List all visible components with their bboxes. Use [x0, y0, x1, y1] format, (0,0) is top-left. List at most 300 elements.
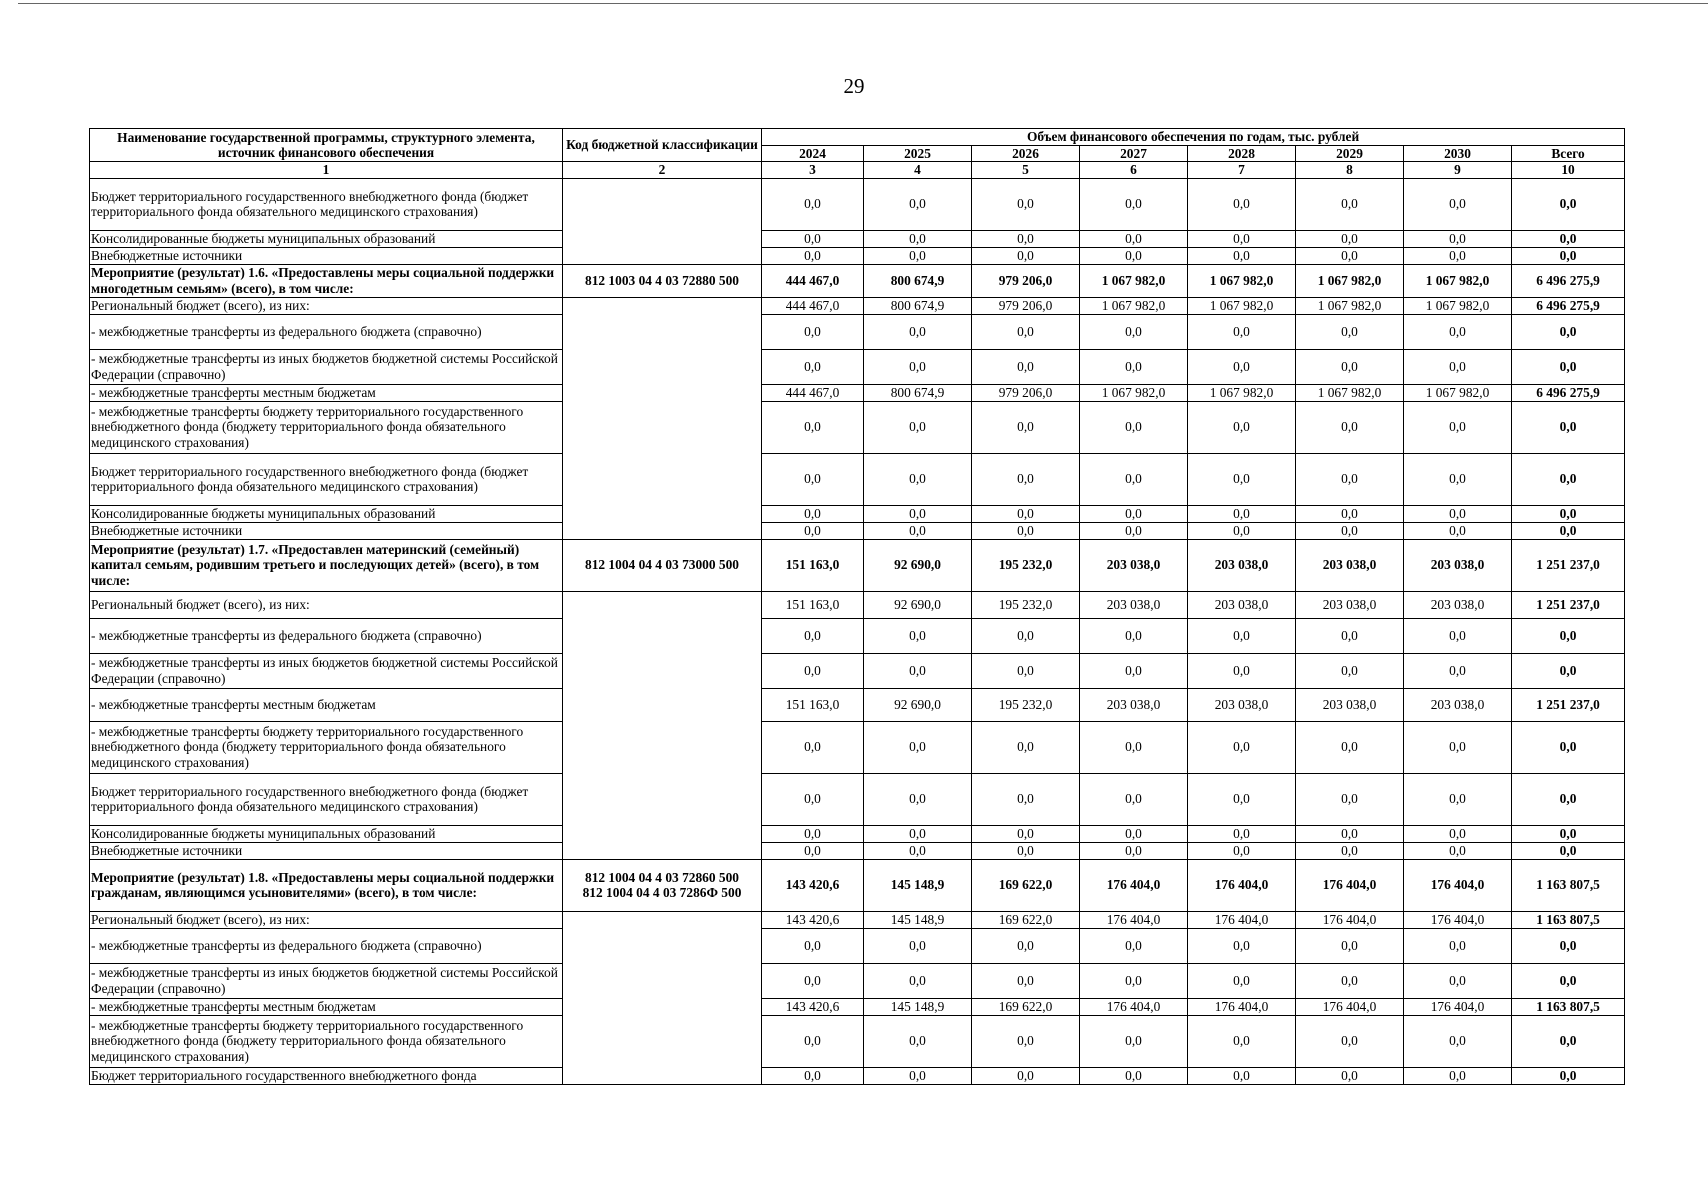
header-year: 2027	[1080, 145, 1188, 162]
row-value: 0,0	[1080, 653, 1188, 688]
row-value: 203 038,0	[1404, 539, 1512, 591]
row-value: 176 404,0	[1404, 911, 1512, 928]
row-name: - межбюджетные трансферты из федерального бюджета (справочно)	[90, 928, 563, 963]
table-row	[90, 349, 1625, 384]
row-value: 0,0	[1188, 505, 1296, 522]
row-value: 0,0	[1188, 963, 1296, 998]
row-value: 0,0	[864, 1067, 972, 1084]
row-name: Мероприятие (результат) 1.7. «Предоставлен материнский (семейный) капитал семьям, родившим третьего и последующих детей» (всего), в том числе:	[90, 539, 563, 591]
row-total: 0,0	[1512, 963, 1625, 998]
row-total: 0,0	[1512, 825, 1625, 842]
row-value: 0,0	[762, 453, 864, 505]
row-total: 0,0	[1512, 618, 1625, 653]
row-total: 0,0	[1512, 1067, 1625, 1084]
row-value: 0,0	[1296, 505, 1404, 522]
row-value: 0,0	[1080, 842, 1188, 859]
row-value: 203 038,0	[1080, 688, 1188, 721]
row-value: 203 038,0	[1296, 688, 1404, 721]
row-value: 0,0	[762, 1067, 864, 1084]
row-value: 0,0	[1188, 401, 1296, 453]
row-value: 203 038,0	[1404, 688, 1512, 721]
row-name: Внебюджетные источники	[90, 247, 563, 264]
row-name: Бюджет территориального государственного внебюджетного фонда (бюджет территориального фонда обязательного медицинского страхования)	[90, 773, 563, 825]
row-total: 1 163 807,5	[1512, 911, 1625, 928]
row-value: 444 467,0	[762, 384, 864, 401]
row-value: 0,0	[972, 178, 1080, 230]
row-value: 0,0	[972, 314, 1080, 349]
row-value: 1 067 982,0	[1188, 264, 1296, 297]
table-row	[90, 247, 1625, 264]
row-name: - межбюджетные трансферты из федерального бюджета (справочно)	[90, 618, 563, 653]
row-value: 0,0	[972, 653, 1080, 688]
row-value: 0,0	[972, 721, 1080, 773]
row-value: 203 038,0	[1080, 591, 1188, 618]
table-row	[90, 963, 1625, 998]
row-value: 0,0	[972, 1067, 1080, 1084]
row-name: - межбюджетные трансферты бюджету территориального государственного внебюджетного фонда (бюджету территориального фонда обязательного медицинского страхования)	[90, 401, 563, 453]
row-value: 800 674,9	[864, 264, 972, 297]
col-number: 2	[563, 162, 762, 179]
row-value: 0,0	[864, 505, 972, 522]
row-value: 0,0	[762, 928, 864, 963]
row-value: 0,0	[762, 773, 864, 825]
row-total: 0,0	[1512, 928, 1625, 963]
row-value: 0,0	[1296, 247, 1404, 264]
row-value: 0,0	[1080, 1015, 1188, 1067]
row-value: 151 163,0	[762, 688, 864, 721]
row-value: 0,0	[1188, 773, 1296, 825]
row-value: 0,0	[1080, 928, 1188, 963]
row-value: 0,0	[1080, 453, 1188, 505]
row-value: 176 404,0	[1080, 859, 1188, 911]
col-number: 6	[1080, 162, 1188, 179]
row-value: 0,0	[972, 1015, 1080, 1067]
row-total: 1 163 807,5	[1512, 998, 1625, 1015]
row-value: 0,0	[864, 928, 972, 963]
row-name: Консолидированные бюджеты муниципальных образований	[90, 230, 563, 247]
row-value: 1 067 982,0	[1080, 297, 1188, 314]
row-value: 176 404,0	[1080, 911, 1188, 928]
row-name: Бюджет территориального государственного внебюджетного фонда (бюджет территориального фонда обязательного медицинского страхования)	[90, 453, 563, 505]
row-value: 0,0	[972, 842, 1080, 859]
row-value: 0,0	[762, 178, 864, 230]
col-number: 9	[1404, 162, 1512, 179]
row-value: 176 404,0	[1296, 998, 1404, 1015]
row-value: 195 232,0	[972, 539, 1080, 591]
row-value: 176 404,0	[1296, 859, 1404, 911]
row-value: 0,0	[1404, 230, 1512, 247]
row-total: 0,0	[1512, 721, 1625, 773]
row-value: 143 420,6	[762, 998, 864, 1015]
row-value: 0,0	[762, 314, 864, 349]
row-value: 0,0	[1296, 963, 1404, 998]
row-name: Региональный бюджет (всего), из них:	[90, 591, 563, 618]
row-value: 0,0	[1188, 314, 1296, 349]
row-value: 0,0	[972, 247, 1080, 264]
row-value: 0,0	[1188, 928, 1296, 963]
row-value: 0,0	[1296, 401, 1404, 453]
table-row	[90, 653, 1625, 688]
row-value: 0,0	[762, 721, 864, 773]
row-total: 0,0	[1512, 349, 1625, 384]
col-number: 8	[1296, 162, 1404, 179]
row-value: 92 690,0	[864, 539, 972, 591]
row-name: Консолидированные бюджеты муниципальных образований	[90, 505, 563, 522]
row-value: 0,0	[1188, 825, 1296, 842]
row-value: 444 467,0	[762, 297, 864, 314]
row-name: - межбюджетные трансферты бюджету территориального государственного внебюджетного фонда (бюджету территориального фонда обязательного медицинского страхования)	[90, 721, 563, 773]
table-row	[90, 264, 1625, 297]
header-year: 2029	[1296, 145, 1404, 162]
table-row	[90, 721, 1625, 773]
row-value: 1 067 982,0	[1404, 264, 1512, 297]
row-value: 176 404,0	[1188, 998, 1296, 1015]
row-value: 0,0	[1404, 963, 1512, 998]
row-value: 0,0	[864, 247, 972, 264]
row-value: 0,0	[1404, 314, 1512, 349]
row-value: 0,0	[1296, 314, 1404, 349]
row-value: 203 038,0	[1296, 539, 1404, 591]
row-value: 0,0	[762, 247, 864, 264]
row-value: 0,0	[1404, 1015, 1512, 1067]
row-name: Мероприятие (результат) 1.8. «Предоставлены меры социальной поддержки гражданам, являющимся усыновителями» (всего), в том числе:	[90, 859, 563, 911]
row-value: 1 067 982,0	[1404, 384, 1512, 401]
row-value: 203 038,0	[1188, 591, 1296, 618]
table-row	[90, 384, 1625, 401]
row-code	[563, 591, 762, 859]
row-value: 0,0	[1404, 825, 1512, 842]
row-value: 0,0	[1404, 178, 1512, 230]
row-value: 0,0	[1080, 963, 1188, 998]
row-value: 1 067 982,0	[1188, 384, 1296, 401]
row-name: Региональный бюджет (всего), из них:	[90, 911, 563, 928]
row-total: 0,0	[1512, 653, 1625, 688]
row-value: 143 420,6	[762, 859, 864, 911]
row-value: 0,0	[1404, 349, 1512, 384]
table-row	[90, 401, 1625, 453]
row-code: 812 1003 04 4 03 72880 500	[563, 264, 762, 297]
row-value: 0,0	[864, 453, 972, 505]
row-name: - межбюджетные трансферты из иных бюджетов бюджетной системы Российской Федерации (справочно)	[90, 349, 563, 384]
row-value: 1 067 982,0	[1296, 297, 1404, 314]
row-value: 151 163,0	[762, 539, 864, 591]
table-row	[90, 911, 1625, 928]
row-name: Бюджет территориального государственного внебюджетного фонда (бюджет территориального фонда обязательного медицинского страхования)	[90, 178, 563, 230]
row-value: 92 690,0	[864, 591, 972, 618]
row-value: 0,0	[1404, 653, 1512, 688]
table-row	[90, 1067, 1625, 1084]
row-value: 169 622,0	[972, 998, 1080, 1015]
row-value: 176 404,0	[1404, 998, 1512, 1015]
col-number: 4	[864, 162, 972, 179]
scan-top-line	[18, 3, 1708, 4]
row-value: 0,0	[1080, 505, 1188, 522]
row-name: Консолидированные бюджеты муниципальных образований	[90, 825, 563, 842]
row-value: 0,0	[864, 230, 972, 247]
row-value: 0,0	[1296, 825, 1404, 842]
row-value: 169 622,0	[972, 859, 1080, 911]
row-total: 0,0	[1512, 505, 1625, 522]
row-value: 0,0	[1188, 522, 1296, 539]
row-value: 203 038,0	[1188, 539, 1296, 591]
row-total: 1 163 807,5	[1512, 859, 1625, 911]
row-value: 176 404,0	[1296, 911, 1404, 928]
row-value: 0,0	[762, 825, 864, 842]
row-value: 444 467,0	[762, 264, 864, 297]
row-value: 151 163,0	[762, 591, 864, 618]
header-year: 2030	[1404, 145, 1512, 162]
row-value: 0,0	[762, 505, 864, 522]
row-value: 0,0	[1080, 349, 1188, 384]
table-row	[90, 591, 1625, 618]
row-value: 0,0	[1296, 349, 1404, 384]
row-value: 0,0	[762, 1015, 864, 1067]
header-row-1	[90, 129, 1625, 146]
table-row	[90, 825, 1625, 842]
row-value: 203 038,0	[1296, 591, 1404, 618]
row-value: 0,0	[1404, 1067, 1512, 1084]
row-value: 1 067 982,0	[1296, 264, 1404, 297]
row-name: - межбюджетные трансферты местным бюджетам	[90, 998, 563, 1015]
row-value: 0,0	[1080, 618, 1188, 653]
row-total: 0,0	[1512, 314, 1625, 349]
row-value: 0,0	[1080, 1067, 1188, 1084]
row-value: 0,0	[1296, 842, 1404, 859]
row-value: 0,0	[1080, 721, 1188, 773]
table-row	[90, 859, 1625, 911]
row-value: 169 622,0	[972, 911, 1080, 928]
row-value: 0,0	[864, 522, 972, 539]
row-total: 0,0	[1512, 401, 1625, 453]
header-year: 2025	[864, 145, 972, 162]
row-value: 145 148,9	[864, 911, 972, 928]
col-number: 5	[972, 162, 1080, 179]
row-value: 0,0	[972, 505, 1080, 522]
row-value: 979 206,0	[972, 264, 1080, 297]
row-total: 6 496 275,9	[1512, 384, 1625, 401]
row-value: 0,0	[1080, 178, 1188, 230]
table-row	[90, 297, 1625, 314]
row-value: 0,0	[1188, 349, 1296, 384]
row-value: 176 404,0	[1188, 911, 1296, 928]
row-total: 0,0	[1512, 842, 1625, 859]
row-value: 145 148,9	[864, 859, 972, 911]
header-name: Наименование государственной программы, структурного элемента, источник финансового обеспечения	[90, 129, 563, 162]
table-row	[90, 1015, 1625, 1067]
row-value: 0,0	[1296, 653, 1404, 688]
row-value: 0,0	[972, 618, 1080, 653]
row-value: 0,0	[1080, 314, 1188, 349]
table-row	[90, 230, 1625, 247]
row-code	[563, 911, 762, 1084]
col-number: 3	[762, 162, 864, 179]
row-total: 1 251 237,0	[1512, 688, 1625, 721]
row-value: 0,0	[1404, 773, 1512, 825]
row-value: 0,0	[1296, 453, 1404, 505]
row-total: 0,0	[1512, 453, 1625, 505]
row-name: Мероприятие (результат) 1.6. «Предоставлены меры социальной поддержки многодетным семьям» (всего), в том числе:	[90, 264, 563, 297]
row-value: 203 038,0	[1404, 591, 1512, 618]
row-value: 0,0	[972, 230, 1080, 247]
row-value: 0,0	[1080, 230, 1188, 247]
row-total: 0,0	[1512, 1015, 1625, 1067]
table-body	[90, 178, 1625, 1084]
header-year: 2026	[972, 145, 1080, 162]
financing-table	[89, 128, 1625, 1085]
row-value: 0,0	[762, 618, 864, 653]
row-value: 0,0	[864, 401, 972, 453]
row-value: 176 404,0	[1188, 859, 1296, 911]
row-value: 0,0	[762, 842, 864, 859]
row-value: 0,0	[864, 842, 972, 859]
row-value: 143 420,6	[762, 911, 864, 928]
row-value: 203 038,0	[1188, 688, 1296, 721]
row-value: 0,0	[762, 349, 864, 384]
row-value: 0,0	[864, 825, 972, 842]
row-total: 0,0	[1512, 247, 1625, 264]
row-total: 1 251 237,0	[1512, 539, 1625, 591]
row-value: 195 232,0	[972, 688, 1080, 721]
row-value: 0,0	[864, 1015, 972, 1067]
row-total: 0,0	[1512, 178, 1625, 230]
row-value: 1 067 982,0	[1080, 264, 1188, 297]
row-total: 1 251 237,0	[1512, 591, 1625, 618]
header-code: Код бюджетной классификации	[563, 129, 762, 162]
row-value: 0,0	[1404, 522, 1512, 539]
row-name: - межбюджетные трансферты из иных бюджетов бюджетной системы Российской Федерации (справочно)	[90, 653, 563, 688]
row-value: 0,0	[1188, 1015, 1296, 1067]
row-value: 0,0	[1404, 618, 1512, 653]
table-row	[90, 314, 1625, 349]
row-value: 0,0	[1404, 401, 1512, 453]
table-row	[90, 539, 1625, 591]
row-value: 0,0	[1404, 247, 1512, 264]
row-value: 0,0	[972, 522, 1080, 539]
row-total: 6 496 275,9	[1512, 297, 1625, 314]
row-name: - межбюджетные трансферты бюджету территориального государственного внебюджетного фонда (бюджету территориального фонда обязательного медицинского страхования)	[90, 1015, 563, 1067]
table-row	[90, 618, 1625, 653]
row-value: 0,0	[972, 349, 1080, 384]
row-total: 0,0	[1512, 773, 1625, 825]
row-value: 1 067 982,0	[1296, 384, 1404, 401]
row-value: 0,0	[1188, 618, 1296, 653]
row-value: 0,0	[1080, 247, 1188, 264]
row-value: 0,0	[864, 721, 972, 773]
row-value: 800 674,9	[864, 384, 972, 401]
row-value: 0,0	[864, 653, 972, 688]
row-value: 0,0	[1296, 178, 1404, 230]
row-value: 0,0	[1296, 522, 1404, 539]
row-name: - межбюджетные трансферты местным бюджетам	[90, 688, 563, 721]
row-value: 0,0	[1404, 842, 1512, 859]
col-number: 7	[1188, 162, 1296, 179]
row-value: 979 206,0	[972, 297, 1080, 314]
table-row	[90, 178, 1625, 230]
row-total: 0,0	[1512, 230, 1625, 247]
row-value: 0,0	[1296, 928, 1404, 963]
header-row-numbers	[90, 162, 1625, 179]
table-row	[90, 688, 1625, 721]
table-row	[90, 998, 1625, 1015]
row-value: 0,0	[1404, 453, 1512, 505]
row-name: - межбюджетные трансферты местным бюджетам	[90, 384, 563, 401]
header-volume: Объем финансового обеспечения по годам, тыс. рублей	[762, 129, 1625, 146]
row-value: 0,0	[1296, 230, 1404, 247]
row-value: 0,0	[1404, 505, 1512, 522]
row-total: 6 496 275,9	[1512, 264, 1625, 297]
row-value: 176 404,0	[1080, 998, 1188, 1015]
row-value: 0,0	[1188, 653, 1296, 688]
header-year: 2028	[1188, 145, 1296, 162]
row-value: 0,0	[1296, 1067, 1404, 1084]
row-value: 0,0	[762, 963, 864, 998]
row-name: Региональный бюджет (всего), из них:	[90, 297, 563, 314]
row-code: 812 1004 04 4 03 72860 500 812 1004 04 4 03 7286Ф 500	[563, 859, 762, 911]
row-value: 0,0	[1188, 230, 1296, 247]
row-value: 1 067 982,0	[1404, 297, 1512, 314]
row-value: 0,0	[762, 522, 864, 539]
row-value: 1 067 982,0	[1188, 297, 1296, 314]
row-value: 0,0	[1080, 825, 1188, 842]
row-value: 0,0	[864, 963, 972, 998]
row-value: 979 206,0	[972, 384, 1080, 401]
row-name: Бюджет территориального государственного внебюджетного фонда	[90, 1067, 563, 1084]
row-name: Внебюджетные источники	[90, 842, 563, 859]
row-value: 0,0	[1080, 401, 1188, 453]
row-value: 0,0	[972, 401, 1080, 453]
row-value: 0,0	[1188, 842, 1296, 859]
row-name: - межбюджетные трансферты из федерального бюджета (справочно)	[90, 314, 563, 349]
row-value: 0,0	[1188, 721, 1296, 773]
row-total: 0,0	[1512, 522, 1625, 539]
row-value: 0,0	[1404, 928, 1512, 963]
row-value: 195 232,0	[972, 591, 1080, 618]
col-number: 1	[90, 162, 563, 179]
row-value: 0,0	[1080, 773, 1188, 825]
row-value: 0,0	[1296, 618, 1404, 653]
header-year: 2024	[762, 145, 864, 162]
table-row	[90, 453, 1625, 505]
row-value: 0,0	[972, 773, 1080, 825]
row-value: 92 690,0	[864, 688, 972, 721]
row-value: 0,0	[762, 230, 864, 247]
header-total: Всего	[1512, 145, 1625, 162]
row-name: - межбюджетные трансферты из иных бюджетов бюджетной системы Российской Федерации (справочно)	[90, 963, 563, 998]
row-value: 1 067 982,0	[1080, 384, 1188, 401]
row-code	[563, 178, 762, 264]
row-name: Внебюджетные источники	[90, 522, 563, 539]
row-value: 0,0	[1188, 178, 1296, 230]
row-value: 176 404,0	[1404, 859, 1512, 911]
row-value: 0,0	[864, 618, 972, 653]
row-value: 0,0	[864, 773, 972, 825]
table-row	[90, 842, 1625, 859]
row-value: 0,0	[972, 453, 1080, 505]
row-value: 800 674,9	[864, 297, 972, 314]
page-number: 29	[843, 74, 865, 98]
col-number: 10	[1512, 162, 1625, 179]
row-value: 0,0	[762, 653, 864, 688]
table-row	[90, 522, 1625, 539]
row-value: 0,0	[1296, 1015, 1404, 1067]
row-value: 203 038,0	[1080, 539, 1188, 591]
row-value: 0,0	[1080, 522, 1188, 539]
row-value: 0,0	[1188, 247, 1296, 264]
table-row	[90, 928, 1625, 963]
table-row	[90, 773, 1625, 825]
row-value: 0,0	[1188, 1067, 1296, 1084]
row-code: 812 1004 04 4 03 73000 500	[563, 539, 762, 591]
